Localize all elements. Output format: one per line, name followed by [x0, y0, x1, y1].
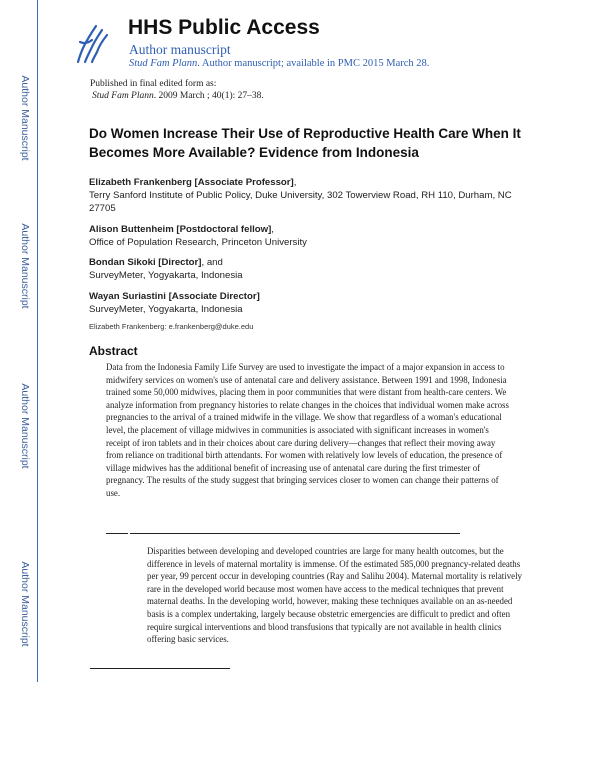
author-name: Alison Buttenheim [Postdoctoral fellow] [89, 224, 272, 235]
author-suffix: , [293, 177, 297, 188]
author-affiliation: SurveyMeter, Yogyakarta, Indonesia [89, 304, 243, 315]
sidebar-label-4: Author Manuscript [19, 561, 31, 647]
author-block-3 [89, 256, 529, 282]
abstract-text: Data from the Indonesia Family Life Survey are used to investigate the impact of a major expansion in access to midwifery services on women's use of antenatal care and delivery assistance. Between 1991 and 1998, Indonesia trained some 50,000 midwives, placing them in poor communities that were distant from health-care centers. We analyze information from pregnancy histories to relate changes in the choices that individual women make across pregnancies to the arrival of a trained midwife in the village. We show that regardless of a woman's educational level, the placement of village midwives in communities is associated with significant increases in women's receipt of iron tablets and in their choices about care during delivery—changes that reflect their moving away from reliance on traditional birth attendants. For women with relatively low levels of education, the presence of village midwives has the additional benefit of increasing use of antenatal care during the first trimester of pregnancy. The results of the study suggest that bringing services closer to women can change their patterns of use. [106, 362, 509, 498]
sidebar-label-3: Author Manuscript [19, 383, 31, 469]
sidebar-label-2: Author Manuscript [19, 223, 31, 309]
body-paragraph: Disparities between developing and developed countries are large for many health outcomes, but the difference in levels of maternal mortality is immense. Of the estimated 585,000 pregnancy-related deaths per year, 99 percent occur in developing countries (Ray and Salihu 2004). Maternal mortality is relatively rare in the developed world because most women have access to the medical techniques that prevent maternal deaths. In the developing world, however, making these techniques available on an as-needed basis is a complex undertaking, largely because obstetric emergencies are difficult to predict and often require surgical interventions and blood transfusions that typically are not available in health clinics offering basic services. [147, 546, 522, 645]
author-block-4 [89, 290, 529, 316]
author-manuscript-label: Author manuscript [129, 42, 231, 57]
corresponding-email: Elizabeth Frankenberg: e.frankenberg@duke.edu [89, 322, 254, 331]
author-affiliation: SurveyMeter, Yogyakarta, Indonesia [89, 270, 243, 281]
availability-text: . Author manuscript; available in PMC 2015 March 28. [197, 58, 430, 69]
citation-details: . 2009 March ; 40(1): 27–38. [153, 91, 264, 101]
author-affiliation: Terry Sanford Institute of Public Policy, Duke University, 302 Towerview Road, RH 110, Durham, NC 27705 [89, 190, 512, 214]
author-affiliation: Office of Population Research, Princeton University [89, 237, 307, 248]
author-name: Wayan Suriastini [Associate Director] [89, 291, 260, 302]
divider-short [106, 533, 128, 534]
author-name: Elizabeth Frankenberg [Associate Professor] [89, 177, 294, 188]
author-suffix: , and [201, 257, 223, 268]
journal-availability [129, 58, 429, 69]
author-suffix: , [271, 224, 274, 235]
published-form-note: Published in final edited form as: [90, 79, 217, 89]
footnote-divider [90, 668, 230, 669]
hhs-eagle-logo-icon [72, 22, 110, 66]
journal-abbrev: Stud Fam Plann [129, 58, 198, 69]
article-title: Do Women Increase Their Use of Reproductive Health Care When It Becomes More Available? Evidence from Indonesia [89, 126, 521, 160]
hhs-public-access-title: HHS Public Access [128, 16, 320, 39]
author-name: Bondan Sikoki [Director] [89, 257, 202, 268]
citation-journal: Stud Fam Plann [92, 91, 154, 101]
divider-long [130, 533, 460, 534]
abstract-heading: Abstract [89, 344, 138, 358]
author-block-1 [89, 176, 529, 215]
author-block-2 [89, 223, 529, 249]
citation-line [92, 91, 264, 101]
sidebar-rule [37, 0, 38, 682]
sidebar-label-1: Author Manuscript [19, 75, 31, 161]
